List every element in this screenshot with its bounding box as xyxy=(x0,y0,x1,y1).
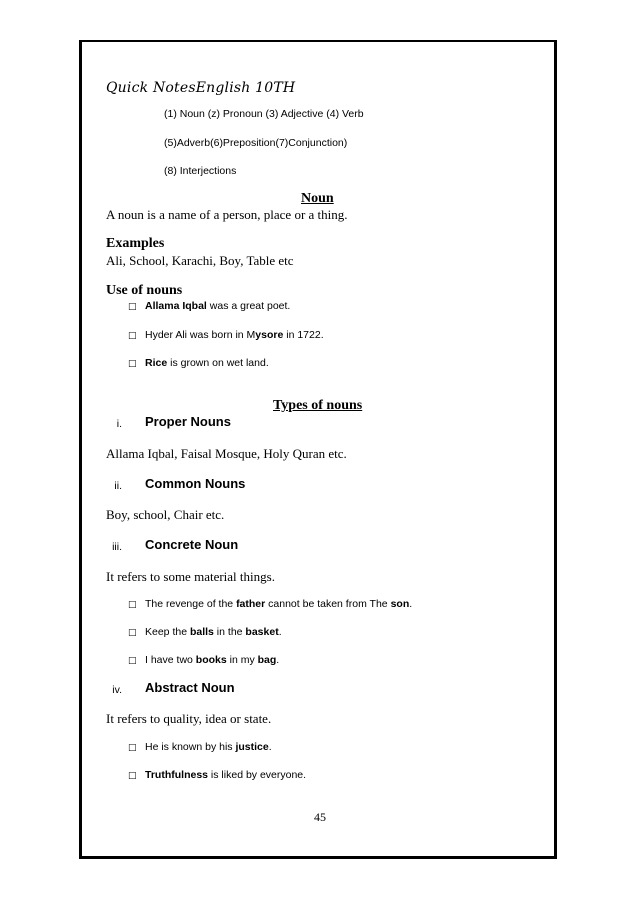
bullet-icon: □ xyxy=(128,628,137,638)
abstract-item-1: He is known by his justice. xyxy=(145,741,272,753)
concrete-item-3: I have two books in my bag. xyxy=(145,654,280,666)
numeral-iv: iv. xyxy=(112,684,122,696)
concrete-item-1: The revenge of the father cannot be taken from The son. xyxy=(145,598,413,610)
parts-of-speech-line-2: (5)Adverb(6)Preposition(7)Conjunction) xyxy=(164,137,348,149)
bullet-icon: □ xyxy=(128,771,137,781)
common-nouns-heading: Common Nouns xyxy=(145,476,246,491)
numeral-i: i. xyxy=(116,418,122,430)
proper-nouns-text: Allama Iqbal, Faisal Mosque, Holy Quran etc. xyxy=(106,446,347,461)
numeral-ii: ii. xyxy=(114,480,122,492)
use-item-3: Rice is grown on wet land. xyxy=(145,357,269,369)
bullet-icon: □ xyxy=(128,331,137,341)
parts-of-speech-line-3: (8) Interjections xyxy=(164,165,237,177)
page-title: Quick NotesEnglish 10TH xyxy=(106,80,296,96)
noun-definition: A noun is a name of a person, place or a thing. xyxy=(106,207,348,222)
bullet-icon: □ xyxy=(128,302,137,312)
bullet-icon: □ xyxy=(128,656,137,666)
noun-heading: Noun xyxy=(301,191,334,206)
use-item-2: Hyder Ali was born in Mysore in 1722. xyxy=(145,329,324,341)
parts-of-speech-line-1: (1) Noun (z) Pronoun (3) Adjective (4) Verb xyxy=(164,108,364,120)
examples-text: Ali, School, Karachi, Boy, Table etc xyxy=(106,253,294,268)
abstract-noun-heading: Abstract Noun xyxy=(145,680,235,695)
common-nouns-text: Boy, school, Chair etc. xyxy=(106,507,225,522)
page-number: 45 xyxy=(314,810,326,824)
abstract-noun-text: It refers to quality, idea or state. xyxy=(106,711,272,726)
abstract-item-2: Truthfulness is liked by everyone. xyxy=(145,769,307,781)
use-item-1: Allama Iqbal was a great poet. xyxy=(145,300,291,312)
concrete-noun-heading: Concrete Noun xyxy=(145,537,239,552)
use-of-nouns-heading: Use of nouns xyxy=(106,283,183,298)
concrete-noun-text: It refers to some material things. xyxy=(106,569,275,584)
examples-heading: Examples xyxy=(106,236,165,251)
concrete-item-2: Keep the balls in the basket. xyxy=(145,626,282,638)
types-heading: Types of nouns xyxy=(273,398,363,413)
bullet-icon: □ xyxy=(128,359,137,369)
numeral-iii: iii. xyxy=(112,541,122,553)
bullet-icon: □ xyxy=(128,743,137,753)
proper-nouns-heading: Proper Nouns xyxy=(145,414,231,429)
bullet-icon: □ xyxy=(128,600,137,610)
